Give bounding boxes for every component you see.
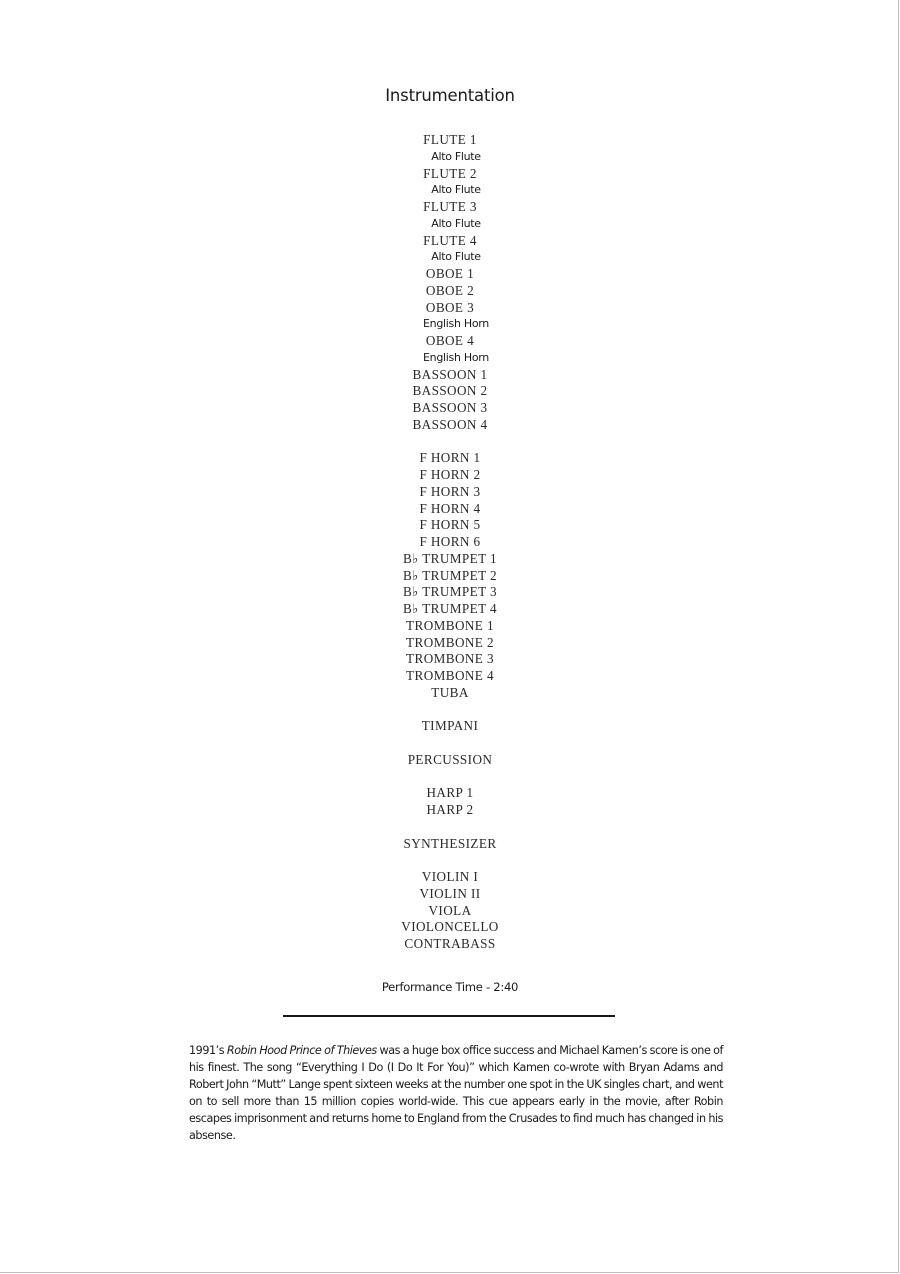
- doubling-line: English Horn: [423, 350, 489, 364]
- instrument-line: SYNTHESIZER: [403, 835, 497, 851]
- instrument-line: FLUTE 3: [423, 199, 477, 214]
- instrument-line: PERCUSSION: [407, 751, 493, 767]
- instrument-line: HARP 1: [426, 785, 474, 801]
- doubling-line: Alto Flute: [431, 149, 481, 163]
- instrument-line: BASSOON 4: [412, 416, 488, 432]
- instrument-line: TROMBONE 2: [406, 634, 494, 650]
- instrument-line: B♭ TRUMPET 4: [402, 601, 498, 616]
- instrument-line: FLUTE 2: [423, 165, 477, 181]
- instrument-line: B♭ TRUMPET 2: [402, 567, 498, 583]
- doubling-line: Alto Flute: [431, 183, 481, 197]
- divider-rule: [283, 1015, 615, 1017]
- instrument-line: TROMBONE 1: [406, 617, 494, 633]
- instrument-line: TROMBONE 4: [406, 668, 494, 683]
- program-note-film-title: Robin Hood Prince of Thieves: [226, 1044, 377, 1057]
- instrument-line: B♭ TRUMPET 3: [402, 584, 498, 600]
- instrument-line: F HORN 6: [419, 534, 481, 549]
- instrument-line: CONTRABASS: [404, 936, 496, 951]
- instrument-line: TUBA: [431, 684, 469, 700]
- instrument-line: F HORN 5: [419, 517, 481, 533]
- doubling-line: English Horn: [423, 317, 489, 331]
- instrument-line: OBOE 4: [425, 333, 475, 348]
- instrument-line: FLUTE 1: [423, 132, 477, 147]
- instrument-line: B♭ TRUMPET 1: [402, 550, 498, 566]
- doubling-line: Alto Flute: [431, 250, 481, 264]
- instrument-line: FLUTE 4: [423, 232, 477, 248]
- performance-time: Performance Time - 2:40: [381, 980, 519, 994]
- instrument-line: F HORN 4: [419, 500, 481, 516]
- program-note-body: was a huge box office success and Michael Kamen’s score is one of his finest. The song “Everything I Do (I Do It For You)” which Kamen co-wrote with Bryan Adams and Robert John “Mutt” Lange spent sixteen weeks at the number one spot in the UK singles chart, and went on to sell more than 15 million copies world-wide. This cue appears early in the movie, after Robin escapes imprisonment and returns home to England from the Crusades to find much has changed in his absense.: [189, 1044, 724, 1142]
- instrument-line: TIMPANI: [421, 718, 479, 734]
- instrument-line: HARP 2: [426, 802, 474, 817]
- instrument-line: F HORN 1: [419, 450, 481, 466]
- program-note-year: 1991’s: [189, 1044, 227, 1057]
- instrument-line: BASSOON 3: [412, 400, 488, 415]
- instrument-line: VIOLIN I: [421, 869, 479, 884]
- instrument-line: TROMBONE 3: [406, 651, 494, 667]
- instrument-line: F HORN 3: [419, 483, 481, 499]
- program-note: [189, 1042, 723, 1144]
- page-title: Instrumentation: [385, 86, 515, 105]
- instrument-line: VIOLA: [428, 902, 472, 918]
- instrument-line: BASSOON 1: [412, 366, 488, 382]
- instrument-line: VIOLONCELLO: [401, 919, 499, 935]
- instrument-line: BASSOON 2: [412, 383, 488, 399]
- instrument-line: OBOE 3: [425, 299, 475, 315]
- instrument-line: OBOE 1: [425, 266, 475, 281]
- doubling-line: Alto Flute: [431, 216, 481, 230]
- instrument-line: OBOE 2: [425, 282, 475, 298]
- instrument-line: F HORN 2: [419, 467, 481, 482]
- instrument-line: VIOLIN II: [419, 885, 481, 901]
